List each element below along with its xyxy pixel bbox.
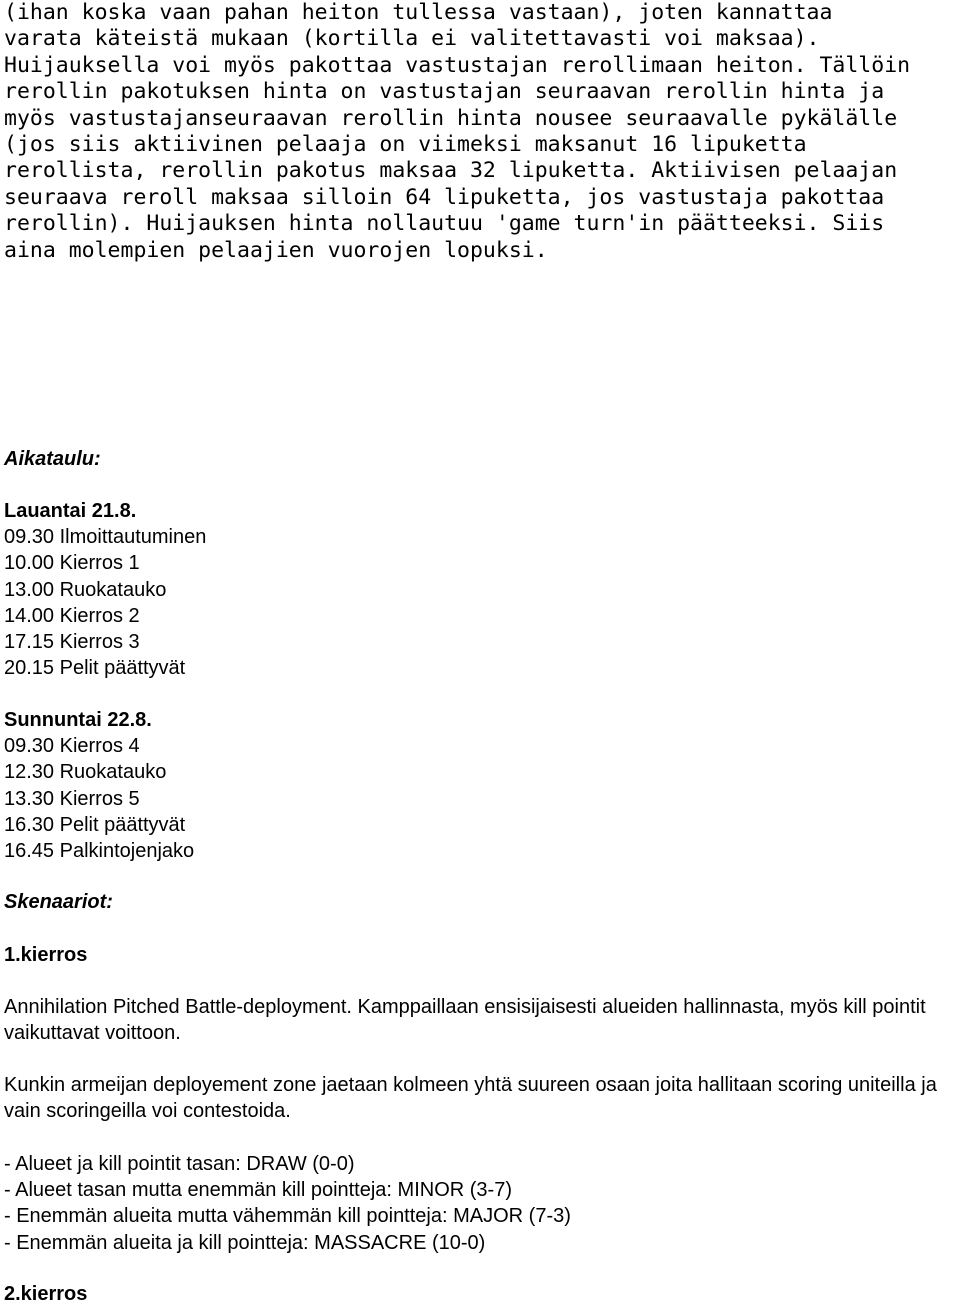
intro-line: Huijauksella voi myös pakottaa vastustajan rerollimaan heiton. Tällöin	[4, 52, 911, 78]
saturday-schedule	[4, 498, 960, 681]
round1-paragraph1-block	[4, 994, 960, 1046]
round2-title: 2.kierros	[4, 1283, 88, 1305]
schedule-item: 13.30 Kierros 5	[4, 787, 140, 810]
round2-title-block	[4, 1281, 960, 1307]
round1-title: 1.kierros	[4, 944, 88, 966]
outcome-item: - Enemmän alueita mutta vähemmän kill pointteja: MAJOR (7-3)	[4, 1205, 571, 1228]
intro-line: myös vastustajanseuraavan rerollin hinta nousee seuraavalle pykälälle	[4, 105, 898, 131]
intro-line: aina molempien pelaajien vuorojen lopuksi.	[4, 237, 548, 263]
round1-paragraph: Kunkin armeijan deployement zone jaetaan kolmeen yhtä suureen osaan joita hallitaan scoring uniteilla ja vain scoringeilla voi contestoida.	[4, 1074, 937, 1123]
round1-paragraph2-block	[4, 1072, 960, 1124]
schedule-item: 20.15 Pelit päättyvät	[4, 657, 186, 680]
schedule-heading: Aikataulu:	[4, 448, 101, 470]
schedule-item: 09.30 Ilmoittautuminen	[4, 526, 207, 549]
intro-line: rerollin). Huijauksen hinta nollautuu 'game turn'in päätteeksi. Siis	[4, 211, 885, 237]
outcome-item: - Alueet tasan mutta enemmän kill pointteja: MINOR (3-7)	[4, 1179, 512, 1202]
scenarios-heading: Skenaariot:	[4, 891, 113, 913]
schedule-item: 17.15 Kierros 3	[4, 630, 140, 653]
intro-line: rerollin pakotuksen hinta on vastustajan seuraavan rerollin hinta ja	[4, 79, 885, 105]
intro-line: (jos siis aktiivinen pelaaja on viimeksi maksanut 16 lipuketta	[4, 131, 807, 157]
schedule-item: 09.30 Kierros 4	[4, 735, 140, 758]
schedule-section	[4, 446, 960, 472]
outcome-item: - Alueet ja kill pointit tasan: DRAW (0-0)	[4, 1153, 355, 1175]
schedule-item: 16.30 Pelit päättyvät	[4, 813, 186, 836]
intro-line: rerollista, rerollin pakotus maksaa 32 lipuketta. Aktiivisen pelaajan	[4, 158, 898, 184]
intro-line: seuraava reroll maksaa silloin 64 lipuketta, jos vastustaja pakottaa	[4, 184, 885, 210]
intro-line: varata käteistä mukaan (kortilla ei valitettavasti voi maksaa).	[4, 26, 820, 52]
schedule-item: 14.00 Kierros 2	[4, 604, 140, 627]
sunday-schedule	[4, 707, 960, 864]
schedule-item: 10.00 Kierros 1	[4, 552, 140, 575]
schedule-item: 16.45 Palkintojenjako	[4, 839, 195, 862]
schedule-item: 12.30 Ruokatauko	[4, 761, 167, 784]
intro-text	[4, 0, 960, 264]
outcome-item: - Enemmän alueita ja kill pointteja: MASSACRE (10-0)	[4, 1231, 486, 1254]
schedule-item: 13.00 Ruokatauko	[4, 578, 167, 601]
sunday-title: Sunnuntai 22.8.	[4, 709, 152, 731]
saturday-title: Lauantai 21.8.	[4, 500, 137, 522]
intro-line: (ihan koska vaan pahan heiton tullessa vastaan), joten kannattaa	[4, 0, 833, 25]
round1-outcomes	[4, 1151, 960, 1256]
scenarios-section	[4, 889, 960, 915]
round1-paragraph: Annihilation Pitched Battle-deployment. Kamppaillaan ensisijaisesti alueiden hallinnasta, myös kill pointit vaikuttavat voittoon.	[4, 996, 926, 1045]
round1-title-block	[4, 942, 960, 968]
